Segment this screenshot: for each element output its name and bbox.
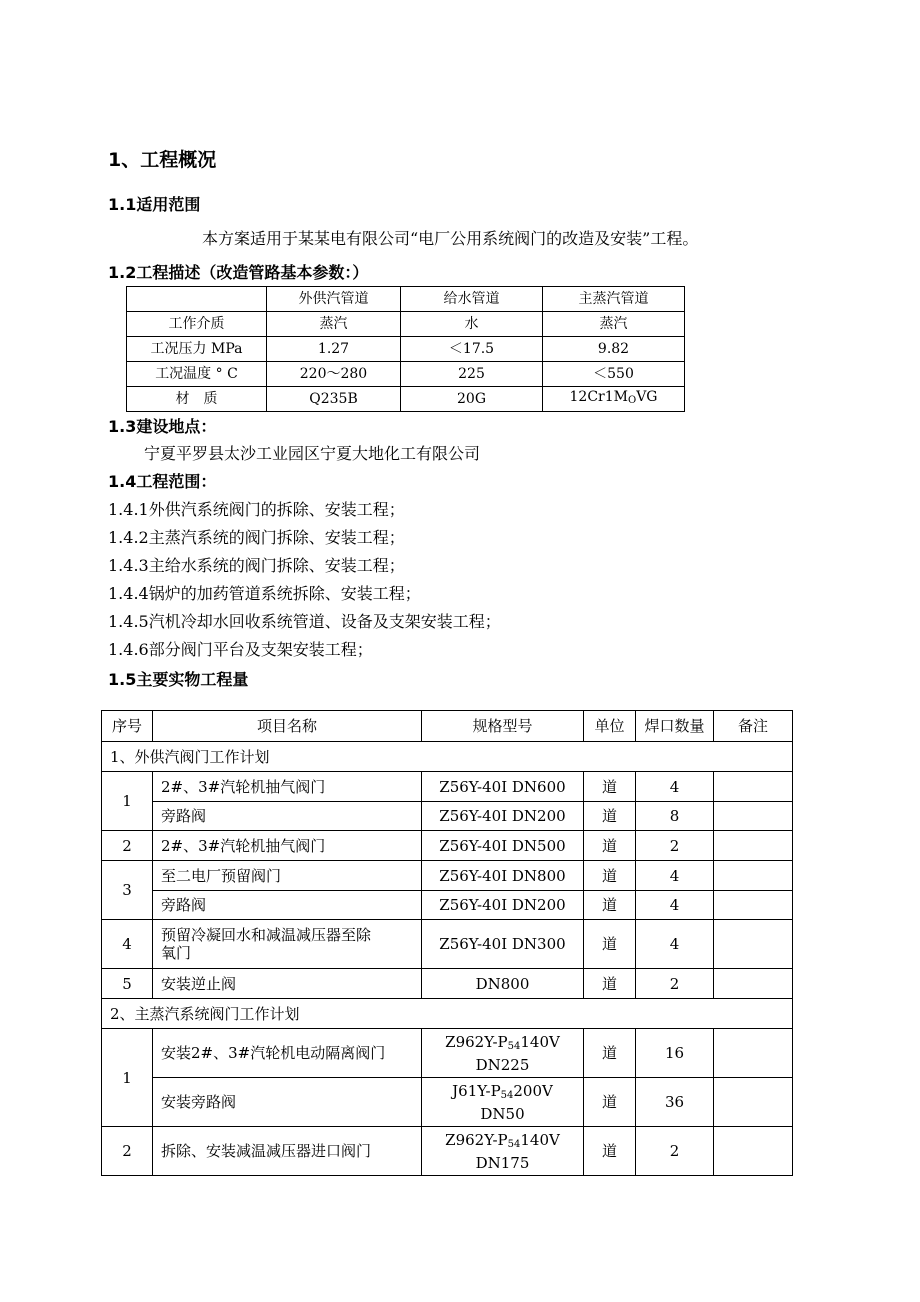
- item-unit: 道: [584, 772, 636, 802]
- item-unit: 道: [584, 1127, 636, 1176]
- item-qty: 4: [636, 920, 714, 969]
- item-qty: 4: [636, 891, 714, 920]
- item-qty: 36: [636, 1078, 714, 1127]
- section-row: [102, 999, 793, 1029]
- item-name: 旁路阀: [153, 802, 422, 831]
- item-unit: 道: [584, 969, 636, 999]
- table-cell: 9.82: [543, 337, 685, 362]
- list-item: 1.4.2主蒸汽系统的阀门拆除、安装工程；: [108, 528, 405, 547]
- header-cell: 单位: [584, 711, 636, 742]
- spec-line2: DN175: [475, 1153, 530, 1172]
- row-number: 2: [102, 1127, 153, 1176]
- item-unit: 道: [584, 1029, 636, 1078]
- item-spec: [422, 1127, 584, 1176]
- table-row: [102, 920, 793, 969]
- parameters-table: [126, 286, 685, 412]
- item-name: 安装旁路阀: [153, 1078, 422, 1127]
- item-note: [714, 772, 793, 802]
- material-main-sub: O: [627, 395, 637, 406]
- subsection-title-1-1: 1.1适用范围: [108, 195, 201, 214]
- item-spec: Z56Y-40I DN500: [422, 831, 584, 861]
- table-row: [127, 387, 685, 412]
- item-spec: Z56Y-40I DN300: [422, 920, 584, 969]
- table-cell: ＜17.5: [401, 337, 543, 362]
- item-note: [714, 802, 793, 831]
- row-number: 4: [102, 920, 153, 969]
- table-row: [127, 312, 685, 337]
- item-unit: 道: [584, 891, 636, 920]
- list-item: 1.4.5汽机冷却水回收系统管道、设备及支架安装工程；: [108, 612, 501, 631]
- table-cell: 工况温度 ° C: [127, 362, 267, 387]
- table-row: [102, 831, 793, 861]
- list-item: 1.4.4锅炉的加药管道系统拆除、安装工程；: [108, 584, 421, 603]
- table-row: [102, 861, 793, 891]
- item-name: 2#、3#汽轮机抽气阀门: [153, 831, 422, 861]
- table-cell: 220～280: [267, 362, 401, 387]
- item-name: 旁路阀: [153, 891, 422, 920]
- item-spec: Z56Y-40I DN200: [422, 802, 584, 831]
- item-note: [714, 1078, 793, 1127]
- item-note: [714, 969, 793, 999]
- item-unit: 道: [584, 802, 636, 831]
- item-name-line1: 预留冷凝回水和减温减压器至除: [161, 926, 372, 944]
- spec-b: 140V: [520, 1130, 560, 1149]
- quantities-table: [101, 710, 793, 1176]
- row-number: 3: [102, 861, 153, 920]
- spec-b: 200V: [513, 1081, 553, 1100]
- item-name: 至二电厂预留阀门: [153, 861, 422, 891]
- table-row: [102, 1127, 793, 1176]
- row-number: 2: [102, 831, 153, 861]
- table-cell: 材 质: [127, 387, 267, 412]
- item-note: [714, 1029, 793, 1078]
- table-row: [102, 969, 793, 999]
- item-unit: 道: [584, 861, 636, 891]
- item-qty: 2: [636, 831, 714, 861]
- material-main-b: VG: [636, 389, 658, 405]
- spec-a: Z962Y-P: [445, 1130, 508, 1149]
- table-cell: ＜550: [543, 362, 685, 387]
- item-name-line2: 氧门: [161, 944, 192, 962]
- table-cell: 蒸汽: [543, 312, 685, 337]
- header-cell: 焊口数量: [636, 711, 714, 742]
- header-cell: [127, 287, 267, 312]
- item-name: [153, 920, 422, 969]
- section-title: 1、工程概况: [108, 149, 217, 171]
- item-name: 2#、3#汽轮机抽气阀门: [153, 772, 422, 802]
- table-cell: 工况压力 MPa: [127, 337, 267, 362]
- list-item: 1.4.6部分阀门平台及支架安装工程；: [108, 640, 373, 659]
- item-name: 安装2#、3#汽轮机电动隔离阀门: [153, 1029, 422, 1078]
- table-row: [102, 772, 793, 802]
- item-qty: 2: [636, 1127, 714, 1176]
- item-qty: 8: [636, 802, 714, 831]
- table-row: [102, 891, 793, 920]
- header-cell: 备注: [714, 711, 793, 742]
- subsection-title-1-2: 1.2工程描述（改造管路基本参数：）: [108, 263, 369, 282]
- table-cell: 1.27: [267, 337, 401, 362]
- table-row: [102, 1029, 793, 1078]
- location-text: 宁夏平罗县太沙工业园区宁夏大地化工有限公司: [144, 444, 481, 463]
- item-note: [714, 1127, 793, 1176]
- item-qty: 4: [636, 861, 714, 891]
- spec-a: Z962Y-P: [445, 1032, 508, 1051]
- table-cell: 225: [401, 362, 543, 387]
- subsection-title-1-3: 1.3建设地点：: [108, 417, 217, 436]
- section-label: 2、主蒸汽系统阀门工作计划: [102, 999, 793, 1029]
- spec-line2: DN50: [480, 1104, 525, 1123]
- header-cell: 序号: [102, 711, 153, 742]
- subsection-title-1-5: 1.5主要实物工程量: [108, 670, 249, 689]
- spec-sub: 54: [507, 1138, 521, 1150]
- item-note: [714, 920, 793, 969]
- list-item: 1.4.3主给水系统的阀门拆除、安装工程；: [108, 556, 405, 575]
- scope-text: 本方案适用于某某电有限公司“电厂公用系统阀门的改造及安装”工程。: [202, 229, 699, 248]
- table-cell-material-main: [543, 387, 685, 412]
- spec-sub: 54: [500, 1089, 514, 1101]
- header-cell: 项目名称: [153, 711, 422, 742]
- table-cell: 水: [401, 312, 543, 337]
- table-cell: 蒸汽: [267, 312, 401, 337]
- table-row: [102, 802, 793, 831]
- item-unit: 道: [584, 920, 636, 969]
- item-note: [714, 861, 793, 891]
- row-number: 5: [102, 969, 153, 999]
- item-note: [714, 891, 793, 920]
- spec-b: 140V: [520, 1032, 560, 1051]
- item-qty: 4: [636, 772, 714, 802]
- row-number: 1: [102, 772, 153, 831]
- section-label: 1、外供汽阀门工作计划: [102, 742, 793, 772]
- item-name: 安装逆止阀: [153, 969, 422, 999]
- item-note: [714, 831, 793, 861]
- spec-a: J61Y-P: [452, 1081, 501, 1100]
- table-row: [127, 337, 685, 362]
- section-row: [102, 742, 793, 772]
- item-spec: [422, 1078, 584, 1127]
- item-unit: 道: [584, 831, 636, 861]
- subsection-title-1-4: 1.4工程范围：: [108, 472, 217, 491]
- row-number: 1: [102, 1029, 153, 1127]
- list-item: 1.4.1外供汽系统阀门的拆除、安装工程；: [108, 500, 405, 519]
- table-cell: Q235B: [267, 387, 401, 412]
- header-cell: 主蒸汽管道: [543, 287, 685, 312]
- spec-line2: DN225: [475, 1055, 530, 1074]
- table-row: [102, 1078, 793, 1127]
- header-cell: 外供汽管道: [267, 287, 401, 312]
- item-spec: DN800: [422, 969, 584, 999]
- table-cell: 工作介质: [127, 312, 267, 337]
- item-qty: 16: [636, 1029, 714, 1078]
- item-spec: Z56Y-40I DN600: [422, 772, 584, 802]
- table-row: [127, 362, 685, 387]
- header-cell: 规格型号: [422, 711, 584, 742]
- spec-sub: 54: [507, 1040, 521, 1052]
- table-header-row: [127, 287, 685, 312]
- table-header-row: [102, 711, 793, 742]
- material-main-a: 12Cr1M: [569, 389, 628, 405]
- item-unit: 道: [584, 1078, 636, 1127]
- header-cell: 给水管道: [401, 287, 543, 312]
- item-qty: 2: [636, 969, 714, 999]
- item-spec: [422, 1029, 584, 1078]
- table-cell: 20G: [401, 387, 543, 412]
- item-spec: Z56Y-40I DN200: [422, 891, 584, 920]
- item-spec: Z56Y-40I DN800: [422, 861, 584, 891]
- item-name: 拆除、安装减温减压器进口阀门: [153, 1127, 422, 1176]
